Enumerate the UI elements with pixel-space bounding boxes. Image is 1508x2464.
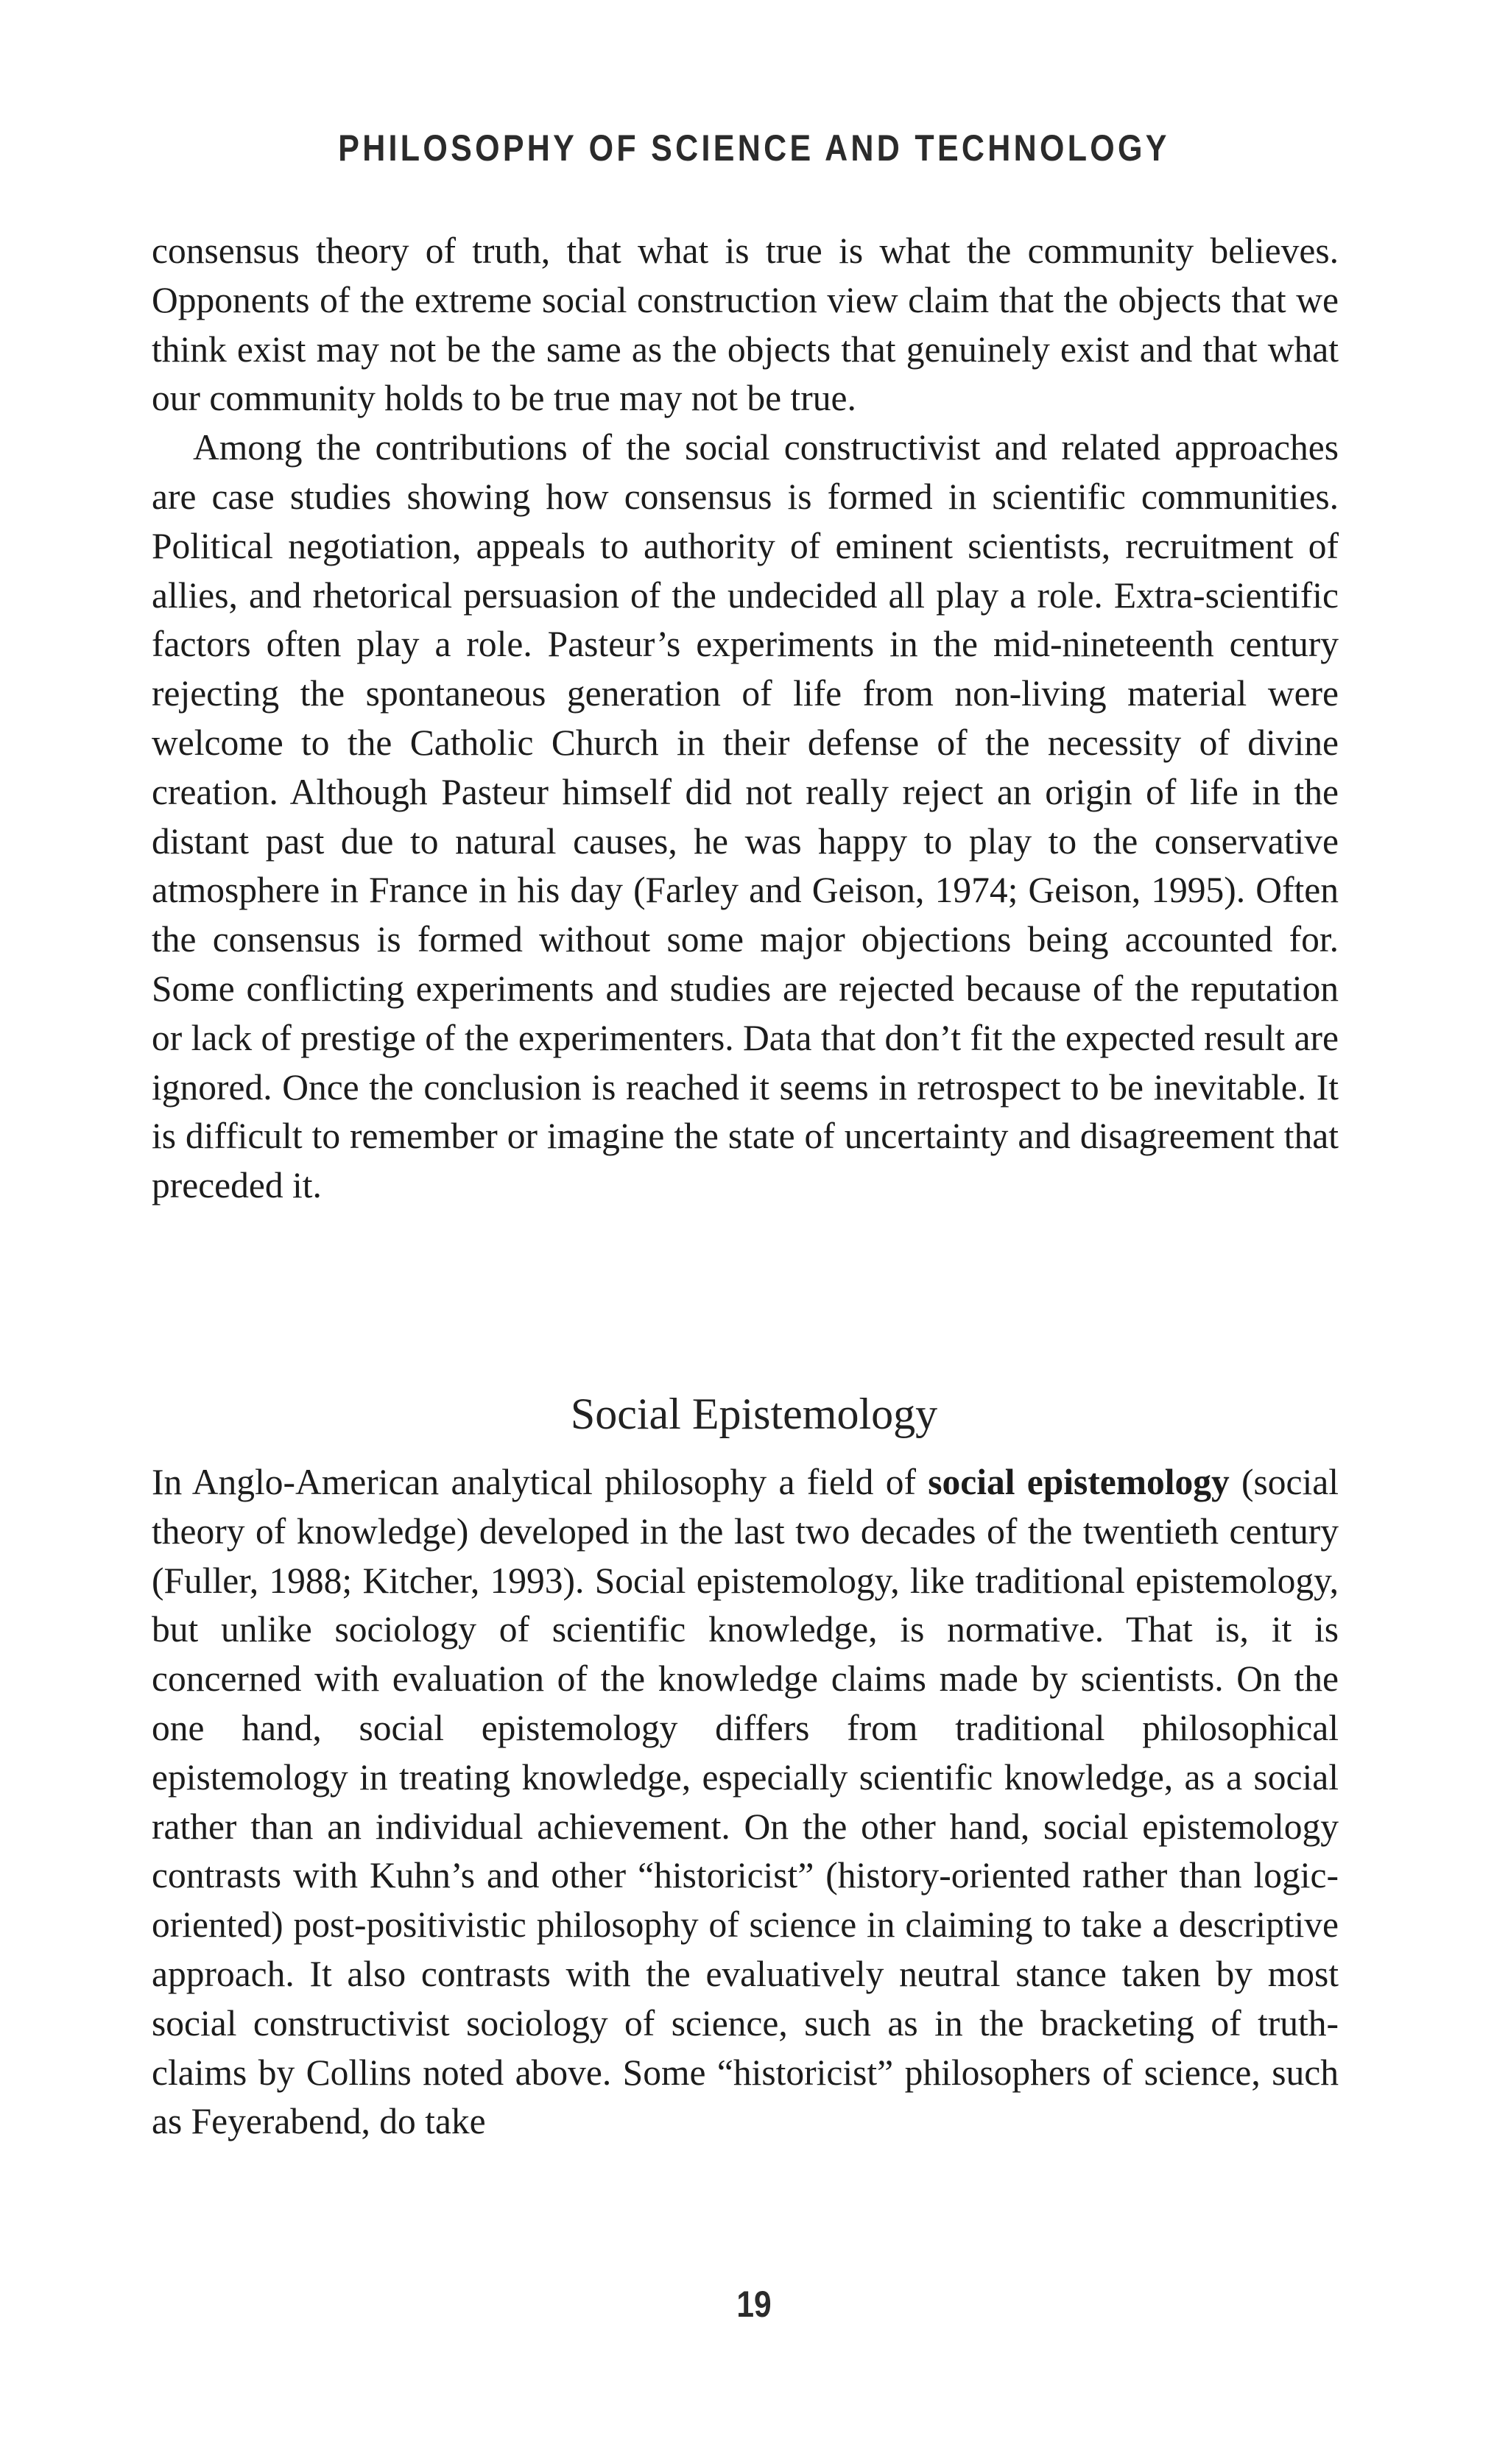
paragraph-social-epistemology: [152, 1458, 1339, 2147]
text-block-top: [152, 227, 1339, 1211]
section-heading: Social Epistemology: [570, 1389, 938, 1438]
paragraph-text-before-term: In Anglo-American analytical philosophy a field of: [152, 1462, 929, 1502]
paragraph-consensus-formation: Among the contributions of the social constructivist and related approaches are case studies showing how consensus is formed in scientific communities. Political negotiation, appeals to authority of eminent scientists, recruitment of allies, and rhetorical persuasion of the undecided all play a role. Extra-scientific factors often play a role. Pasteur’s experiments in the mid-nineteenth century rejecting the spontaneous generation of life from non-living material were welcome to the Catholic Church in their defense of the necessity of divine creation. Although Pasteur himself did not really reject an origin of life in the distant past due to natural causes, he was happy to play to the conservative atmosphere in France in his day (Farley and Geison, 1974; Geison, 1995). Often the consensus is formed without some major objections being accounted for. Some conflicting experiments and studies are rejected because of the reputation or lack of prestige of the experimenters. Data that don’t fit the expected result are ignored. Once the conclusion is reached it seems in retrospect to be inevitable. It is difficult to remember or imagine the state of uncertainty and disagreement that preceded it.: [152, 427, 1339, 1206]
text-block-section: [152, 1458, 1339, 2147]
paragraph-continuation: consensus theory of truth, that what is true is what the community believes. Opponents of the extreme social construction view claim that the objects that we think exist may not be the same as the objects that genuinely exist and that what our community holds to be true may not be true.: [152, 230, 1339, 419]
page-number: 19: [736, 2284, 772, 2325]
key-term-social-epistemology: social epistemology: [928, 1462, 1230, 1502]
running-head: PHILOSOPHY OF SCIENCE AND TECHNOLOGY: [338, 127, 1170, 169]
paragraph-text-after-term: (social theory of knowledge) developed in the last two decades of the twentieth century (Fuller, 1988; Kitcher, 1993). Social epistemology, like traditional epistemology, but unlike sociology of scientific knowledge, is normative. That is, it is concerned with evaluation of the knowledge claims made by scientists. On the one hand, social epistemology differs from traditional philosophical epistemology in treating knowledge, especially scientific knowledge, as a social rather than an individual achievement. On the other hand, social epistemology contrasts with Kuhn’s and other “historicist” (history-oriented rather than logic-oriented) post-positivistic philosophy of science in claiming to take a descriptive approach. It also contrasts with the evaluatively neutral stance taken by most social constructivist sociology of science, such as in the bracketing of truth-claims by Collins noted above. Some “historicist” philosophers of science, such as Feyerabend, do take: [152, 1462, 1339, 2142]
